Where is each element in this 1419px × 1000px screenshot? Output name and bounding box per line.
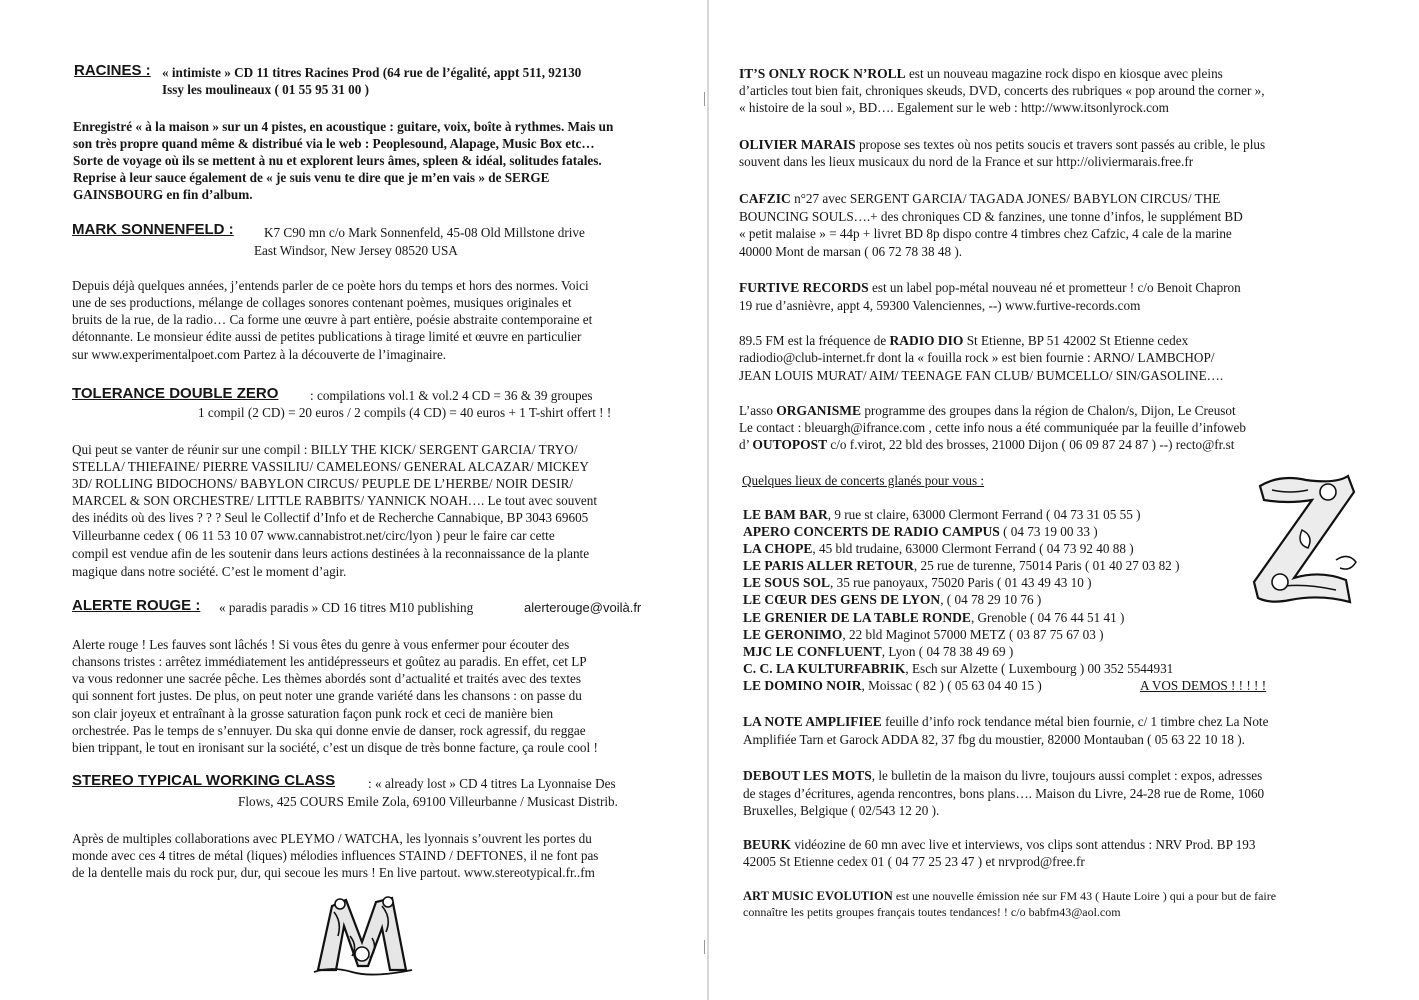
venue-name: C. C. LA KULTURFABRIK <box>743 661 906 676</box>
entry-name: OUTOPOST <box>752 437 828 452</box>
review-body-line: chansons tristes : arrêtez immédiatement les antidépresseurs et goûtez au paradis. En effet, cet LP <box>72 654 587 669</box>
entry-text: St Etienne, BP 51 42002 St Etienne cedex <box>966 333 1189 348</box>
demos-callout: A VOS DEMOS ! ! ! ! ! <box>1140 678 1267 693</box>
review-info: « intimiste » CD 11 titres Racines Prod (64 rue de l’égalité, appt 511, 92130 <box>162 65 582 80</box>
review-body-line: Sorte de voyage où ils se mettent à nu et explorent leurs âmes, spleen & idéal, solitudes fatales. <box>73 153 602 168</box>
review-body-line: orchestrée. Pas le temps de s’ennuyer. Du ska qui donne envie de danser, rock agressif, du reggae <box>72 723 586 738</box>
review-title: MARK SONNENFELD : <box>72 221 234 238</box>
entry-text: 19 rue d’asnièvre, appt 4, 59300 Valenciennes, --) www.furtive-records.com <box>739 298 1141 313</box>
review-title: RACINES : <box>74 62 151 79</box>
review-info: East Windsor, New Jersey 08520 USA <box>254 243 458 258</box>
review-body-line: Alerte rouge ! Les fauves sont lâchés ! Si vous êtes du genre à vous enfermer pour écouter des <box>72 637 570 652</box>
entry-name: IT’S ONLY ROCK N’ROLL <box>739 66 906 81</box>
review-title: STEREO TYPICAL WORKING CLASS <box>72 772 336 789</box>
review-body-line: des inédits où des lives ? ? ? Seul le Collectif d’Info et de Recherche Cannabique, BP 3043 69605 <box>72 510 589 525</box>
entry-text: est un label pop-métal nouveau né et prometteur ! c/o Benoit Chapron <box>871 280 1241 295</box>
review-body-line: sur www.experimentalpoet.com Partez à la découverte de l’imaginaire. <box>72 347 447 362</box>
venue-item <box>743 574 1092 591</box>
venue-detail: , Moissac ( 82 ) ( 05 63 04 40 15 ) <box>861 678 1042 693</box>
review-body-line: bruits de la rue, de la radio… Ca forme une œuvre à part entière, poésie abstraite contemporaine et <box>72 312 593 327</box>
review-info: K7 C90 mn c/o Mark Sonnenfeld, 45-08 Old Millstone drive <box>264 225 585 240</box>
review-body-line: qui sonnent fort justes. De plus, on peut noter une grande variété dans les chansons : on passe du <box>72 688 582 703</box>
venue-item <box>743 523 1098 540</box>
entry-text: programme des groupes dans la région de Chalon/s, Dijon, Le Creusot <box>864 403 1236 418</box>
venue-item <box>743 626 1104 643</box>
review-info: 1 compil (2 CD) = 20 euros / 2 compils (4 CD) = 40 euros + 1 T-shirt offert ! ! <box>198 405 612 420</box>
entry-name: OLIVIER MARAIS <box>739 137 856 152</box>
entry-text: Amplifiée Tarn et Garock ADDA 82, 37 fbg du moustier, 82000 Montauban ( 05 63 22 10 18 ). <box>743 732 1245 747</box>
review-body-line: compil est vendue afin de les soutenir dans leurs actions destinées à la reconnaissance de la plante <box>72 546 590 561</box>
venue-item <box>743 677 1042 694</box>
venue-name: APERO CONCERTS DE RADIO CAMPUS <box>743 524 1000 539</box>
entry-name: ORGANISME <box>776 403 862 418</box>
review-body-line: 3D/ ROLLING BIDOCHONS/ BABYLON CIRCUS/ PEUPLE DE L’HERBE/ NOIR DESIR/ <box>72 476 574 491</box>
venue-name: LE PARIS ALLER RETOUR <box>743 558 914 573</box>
venue-name: LE GRENIER DE LA TABLE RONDE <box>743 610 971 625</box>
entry-text: vidéozine de 60 mn avec live et interviews, vos clips sont attendus : NRV Prod. BP 193 <box>794 837 1256 852</box>
email-address: alerterouge@voilà.fr <box>524 600 642 615</box>
entry-text: radiodio@club-internet.fr dont la « fouilla rock » est bien fournie : ARNO/ LAMBCHOP/ <box>739 350 1215 365</box>
review-body-line: bien trippant, le tout en ironisant sur la société, c’est un disque de très bonne facture, ça roule cool ! <box>72 740 598 755</box>
review-info: : « already lost » CD 4 titres La Lyonnaise Des <box>368 776 616 791</box>
venue-detail: , 35 rue panoyaux, 75020 Paris ( 01 43 49 43 10 ) <box>830 575 1092 590</box>
venue-name: LE DOMINO NOIR <box>743 678 862 693</box>
venue-name: LE CŒUR DES GENS DE LYON <box>743 592 941 607</box>
entry-text: est une nouvelle émission née sur FM 43 ( Haute Loire ) qui a pour but de faire <box>895 889 1277 903</box>
venue-name: MJC LE CONFLUENT <box>743 644 882 659</box>
entry-name: DEBOUT LES MOTS <box>743 768 872 783</box>
venue-detail: ( 04 73 19 00 33 ) <box>999 524 1098 539</box>
review-body-line: Enregistré « à la maison » sur un 4 pistes, en acoustique : guitare, voix, boîte à rythmes. Mais un <box>73 119 614 134</box>
review-body-line: Reprise à leur sauce également de « je suis venu te dire que je m’en vais » de SERGE <box>73 170 550 185</box>
review-info: « paradis paradis » CD 16 titres M10 publishing <box>219 600 474 615</box>
entry-text: d’articles tout bien fait, chroniques skeuds, DVD, concerts des rubriques « pop around the corner », <box>739 83 1265 98</box>
venue-detail: , ( 04 78 29 10 76 ) <box>940 592 1042 607</box>
entry-text: n°27 avec SERGENT GARCIA/ TAGADA JONES/ BABYLON CIRCUS/ THE <box>794 191 1221 206</box>
entry-name: ART MUSIC EVOLUTION <box>743 889 893 903</box>
venue-name: LA CHOPE <box>743 541 813 556</box>
entry-text: est un nouveau magazine rock dispo en kiosque avec pleins <box>908 66 1223 81</box>
review-info: Issy les moulineaux ( 01 55 95 31 00 ) <box>162 82 369 97</box>
review-info: : compilations vol.1 & vol.2 4 CD = 36 & 39 groupes <box>310 388 593 403</box>
entry-text: L’asso <box>739 403 773 418</box>
review-body-line: monde avec ces 4 titres de métal (liques) mélodies influences STAIND / DEFTONES, il ne font pas <box>72 848 599 863</box>
review-body-line: détonnante. Le monsieur édite aussi de petites publications à tirage limité et œuvre en particulier <box>72 329 582 344</box>
entry-name: CAFZIC <box>739 191 791 206</box>
venue-item <box>743 643 1013 660</box>
entry-name: RADIO DIO <box>889 333 964 348</box>
venue-name: LE SOUS SOL <box>743 575 831 590</box>
venue-item <box>743 540 1134 557</box>
entry-text: « histoire de la soul », BD…. Egalement sur le web : http://www.itsonlyrock.com <box>739 100 1169 115</box>
entry-text: , le bulletin de la maison du livre, toujours aussi complet : expos, adresses <box>871 768 1263 783</box>
review-body-line: une de ses productions, mélange de collages sonores contenant poèmes, musiques originales et <box>72 295 572 310</box>
entry-text: Le contact : bleuargh@ifrance.com , cette info nous a été communiquée par la feuille d’infoweb <box>739 420 1246 435</box>
venue-detail: , 45 bld trudaine, 63000 Clermont Ferrand ( 04 73 92 40 88 ) <box>812 541 1134 556</box>
review-body-line: Qui peut se vanter de réunir sur une compil : BILLY THE KICK/ SERGENT GARCIA/ TRYO/ <box>72 442 578 457</box>
venue-item <box>743 660 1173 677</box>
entry-name: BEURK <box>743 837 792 852</box>
venue-item <box>743 506 1141 523</box>
entry-text: 42005 St Etienne cedex 01 ( 04 77 25 23 47 ) et nrvprod@free.fr <box>743 854 1085 869</box>
review-body-line: magique dans notre société. C’est le moment d’agir. <box>72 564 347 579</box>
entry-text: JEAN LOUIS MURAT/ AIM/ TEENAGE FAN CLUB/ BUMCELLO/ SIN/GASOLINE…. <box>739 368 1224 383</box>
review-title: TOLERANCE DOUBLE ZERO <box>72 385 279 402</box>
venues-heading: Quelques lieux de concerts glanés pour vous : <box>742 473 985 488</box>
review-title: ALERTE ROUGE : <box>72 597 201 614</box>
entry-text: souvent dans les lieux musicaux du nord de la France et sur http://oliviermarais.free.fr <box>739 154 1194 169</box>
review-body-line: Après de multiples collaborations avec PLEYMO / WATCHA, les lyonnais s’ouvrent les portes du <box>72 831 592 846</box>
entry-text: de stages d’écritures, agenda rencontres, bons plans…. Maison du Livre, 24-28 rue de Rome, 1060 <box>743 786 1265 801</box>
entry-text: 40000 Mont de marsan ( 06 72 78 38 48 ). <box>739 244 963 259</box>
entry-text: 89.5 FM est la fréquence de <box>739 333 887 348</box>
review-info: Flows, 425 COURS Emile Zola, 69100 Villeurbanne / Musicast Distrib. <box>238 794 618 809</box>
entry-text: « petit malaise » = 44p + livret BD 8p dispo contre 4 timbres chez Cafzic, 4 cale de la marine <box>739 226 1232 241</box>
entry-text: c/o f.virot, 22 bld des brosses, 21000 Dijon ( 06 09 87 24 87 ) --) recto@fr.st <box>830 437 1235 452</box>
entry-name: FURTIVE RECORDS <box>739 280 869 295</box>
entry-text: Bruxelles, Belgique ( 02/543 12 20 ). <box>743 803 940 818</box>
venue-item <box>743 557 1179 574</box>
entry-text: connaître les petits groupes français toutes tendances! ! c/o babfm43@aol.com <box>743 905 1121 919</box>
review-body-line: Depuis déjà quelques années, j’entends parler de ce poète hors du temps et hors des normes. Voici <box>72 278 589 293</box>
right-page <box>710 0 1419 1000</box>
review-body-line: STELLA/ THIEFAINE/ PIERRE VASSILIU/ CAMELEONS/ GENERAL ALCAZAR/ MICKEY <box>72 459 589 474</box>
venue-detail: , Lyon ( 04 78 38 49 69 ) <box>881 644 1014 659</box>
venue-item <box>743 609 1124 626</box>
venue-item <box>743 591 1041 608</box>
entry-text: d’ <box>739 437 750 452</box>
venue-name: LE GERONIMO <box>743 627 843 642</box>
venue-name: LE BAM BAR <box>743 507 828 522</box>
review-body-line: MARCEL & SON ORCHESTRE/ LITTLE RABBITS/ YANNICK NOAH…. Le tout avec souvent <box>72 493 598 508</box>
decorative-z-illustration <box>1250 470 1362 610</box>
decorative-m-illustration <box>312 892 416 976</box>
venue-detail: , 22 bld Maginot 57000 METZ ( 03 87 75 67 03 ) <box>842 627 1104 642</box>
entry-text: propose ses textes où nos petits soucis et travers sont passés au crible, le plus <box>858 137 1266 152</box>
review-body-line: son très propre quand même & distribué via le web : Peoplesound, Alapage, Music Box etc… <box>73 136 595 151</box>
venue-detail: , Grenoble ( 04 76 44 51 41 ) <box>970 610 1125 625</box>
review-body-line: GAINSBOURG en fin d’album. <box>73 187 253 202</box>
review-body-line: va vous redonner une sacrée pêche. Les thèmes abordés sont d’actualité et traités avec des textes <box>72 671 581 686</box>
entry-name: LA NOTE AMPLIFIEE <box>743 714 882 729</box>
review-body-line: de la dentelle mais du rock pur, dur, qui secoue les murs ! En live partout. www.stereotypical.fr..fm <box>72 865 595 880</box>
venue-detail: , 25 rue de turenne, 75014 Paris ( 01 40 27 03 82 ) <box>913 558 1180 573</box>
venue-detail: , Esch sur Alzette ( Luxembourg ) 00 352 5544931 <box>905 661 1174 676</box>
left-page <box>0 0 708 1000</box>
review-body-line: Villeurbanne cedex ( 06 11 53 10 07 www.cannabistrot.net/circ/lyon ) peur le faire car cette <box>72 528 555 543</box>
venue-detail: , 9 rue st claire, 63000 Clermont Ferrand ( 04 73 31 05 55 ) <box>827 507 1141 522</box>
entry-text: BOUNCING SOULS….+ des chroniques CD & fanzines, une tonne d’infos, le supplément BD <box>739 209 1243 224</box>
entry-text: feuille d’info rock tendance métal bien fournie, c/ 1 timbre chez La Note <box>885 714 1269 729</box>
review-body-line: son clair joyeux et entraînant à la grosse saturation façon punk rock et ceci de manière bien <box>72 706 554 721</box>
